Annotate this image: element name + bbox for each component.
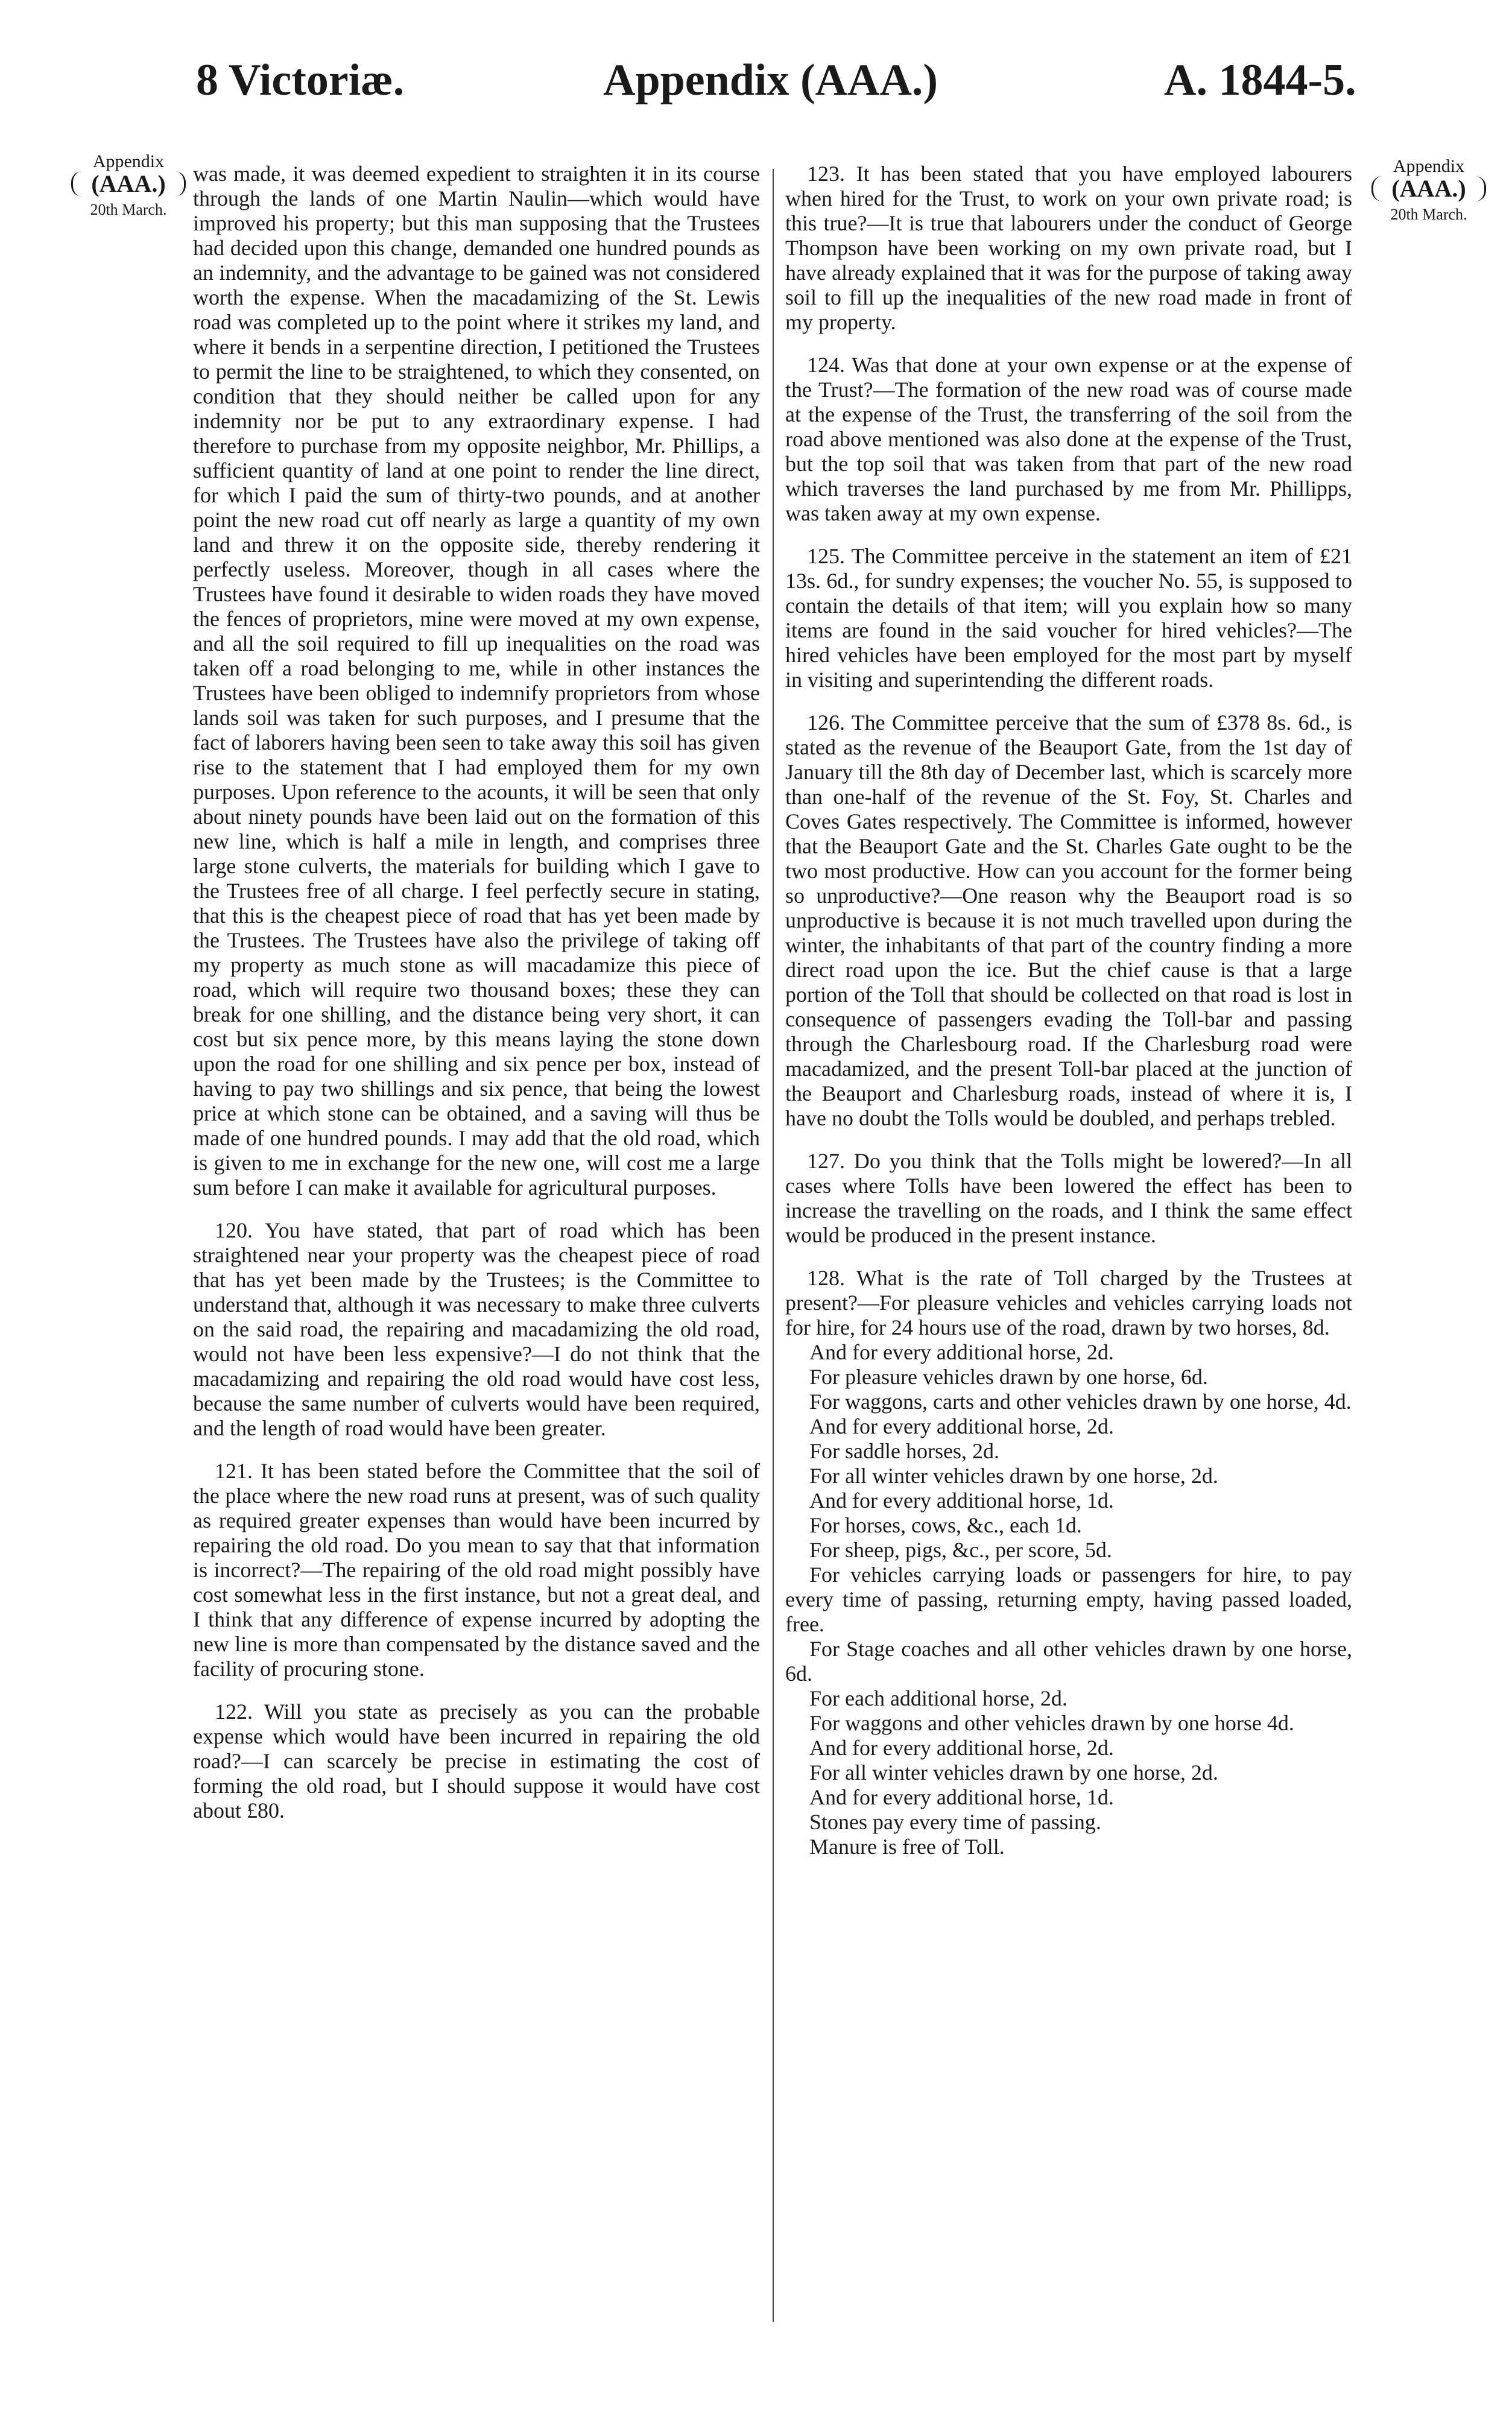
margin-appendix-label: Appendix (1393, 156, 1465, 176)
margin-appendix-code: (AAA.) (71, 171, 186, 197)
toll-rate-item: For pleasure vehicles drawn by one horse, 6d. (809, 1365, 1208, 1389)
toll-rate-item: And for every additional horse, 2d. (809, 1736, 1114, 1760)
toll-rate-item: For saddle horses, 2d. (809, 1439, 999, 1463)
question-123: 123. It has been stated that you have employed labourers when hired for the Trust, to work on your own private road; is this true?—It is true that labourers under the conduct of George Thompson have been working on my own private road, but I have already explained that it was for the purpose of taking away soil to fill up the inequalities of the new road made in front of my property. (785, 162, 1352, 334)
header-session: 8 Victoriæ. (196, 55, 405, 105)
testimony-paragraph: was made, it was deemed expedient to straighten it in its course through the lands of one Martin Naulin—which would have improved his property; but this man supposing that the Trustees had decided upon this change, demanded one hundred pounds as an indemnity, and the advantage to be gained was not considered worth the expense. When the macadamizing of the St. Lewis road was completed up to the point where it strikes my land, and where it bends in a serpentine direction, I petitioned the Trustees to permit the line to be straightened, to which they consented, on condition that they should neither be called upon for any indemnity nor be put to any extraordinary expense. I had therefore to purchase from my opposite neighbor, Mr. Phillips, a sufficient quantity of land at one point to render the line direct, for which I paid the sum of thirty-two pounds, and at another point the new road cut off nearly as large a quantity of my own land and threw it on the opposite side, thereby rendering it perfectly useless. Moreover, though in all cases where the Trustees have found it desirable to widen roads they have moved the fences of proprietors, mine were moved at my own expense, and all the soil required to fill up inequalities on the road was taken off a road belonging to me, while in other instances the Trustees have been obliged to indemnify proprietors from whose lands soil was taken for such purposes, and I presume that the fact of laborers having been seen to take away this soil has given rise to the statement that I had employed them for my own purposes. Upon reference to the acounts, it will be seen that only about ninety pounds have been laid out on the formation of this new line, which is half a mile in length, and comprises three large stone culverts, the materials for building which I gave to the Trustees free of all charge. I feel perfectly secure in stating, that this is the cheapest piece of road that has yet been made by the Trustees. The Trustees have also the privilege of taking off my property as much stone as will macadamize this piece of road, which will require two thousand boxes; these they can break for one shilling, and the distance being very short, it can cost but six pence more, by this means laying the stone down upon the road for one shilling and six pence per box, instead of having to pay two shillings and six pence, that being the lowest price at which stone can be obtained, and a saving will thus be made of one hundred pounds. I may add that the old road, which is given to me in exchange for the new one, will cost me a large sum before I can make it available for agricultural purposes. (193, 162, 760, 1200)
margin-date: 20th March. (1390, 205, 1467, 223)
margin-note-right (1371, 157, 1486, 223)
page-header (0, 55, 1512, 124)
question-125: 125. The Committee perceive in the statement an item of £21 13s. 6d., for sundry expenses; the voucher No. 55, is supposed to contain the details of that item; will you explain how so many items are found in the said voucher for hired vehicles?—The hired vehicles have been employed for the most part by myself in visiting and superintending the different roads. (785, 544, 1352, 692)
left-column (193, 162, 760, 1841)
toll-rate-item: For horses, cows, &c., each 1d. (809, 1513, 1082, 1537)
question-128: 128. What is the rate of Toll charged by the Trustees at present?—For pleasure vehicles and vehicles carrying loads not for hire, for 24 hours use of the road, drawn by two horses, 8d. (785, 1266, 1352, 1339)
toll-rate-item: For waggons, carts and other vehicles drawn by one horse, 4d. (809, 1390, 1352, 1414)
toll-rate-item: For all winter vehicles drawn by one horse, 2d. (809, 1464, 1218, 1488)
header-year: A. 1844-5. (1164, 55, 1356, 105)
margin-appendix-label: Appendix (92, 151, 165, 171)
toll-rate-item: For all winter vehicles drawn by one horse, 2d. (809, 1760, 1218, 1785)
toll-rate-list (785, 1340, 1352, 1859)
toll-rate-item: For sheep, pigs, &c., per score, 5d. (809, 1538, 1112, 1562)
toll-rate-item: For each additional horse, 2d. (809, 1686, 1068, 1710)
header-title: Appendix (AAA.) (603, 55, 938, 105)
toll-rate-item: Stones pay every time of passing. (809, 1810, 1101, 1834)
toll-rate-item: Manure is free of Toll. (809, 1835, 1005, 1859)
right-column (785, 162, 1352, 1859)
toll-rate-item: And for every additional horse, 2d. (809, 1414, 1114, 1438)
question-121: 121. It has been stated before the Committee that the soil of the place where the new road runs at present, was of such quality as required greater expenses than would have been incurred by repairing the old road. Do you mean to say that that information is incorrect?—The repairing of the old road might possibly have cost somewhat less in the first instance, but not a great deal, and I think that any difference of expense incurred by adopting the new line is more than compensated by the distance saved and the facility of procuring stone. (193, 1459, 760, 1681)
question-120: 120. You have stated, that part of road which has been straightened near your property was the cheapest piece of road that has yet been made by the Trustees; is the Committee to understand that, although it was necessary to make three culverts on the said road, the repairing and macadamizing the old road, would not have been less expensive?—I do not think that the macadamizing and repairing the old road would have cost less, because the same number of culverts would have been required, and the length of road would have been greater. (193, 1218, 760, 1440)
margin-date: 20th March. (90, 200, 167, 218)
margin-note-left (71, 152, 186, 218)
toll-rate-item: And for every additional horse, 1d. (809, 1785, 1114, 1809)
margin-appendix-code: (AAA.) (1371, 176, 1486, 201)
toll-rate-item: For vehicles carrying loads or passengers for hire, to pay every time of passing, returning empty, having passed loaded, free. (785, 1563, 1352, 1636)
toll-rate-item: For Stage coaches and all other vehicles drawn by one horse, 6d. (785, 1637, 1352, 1686)
toll-rate-item: And for every additional horse, 2d. (809, 1340, 1114, 1364)
question-124: 124. Was that done at your own expense or at the expense of the Trust?—The formation of the new road was of course made at the expense of the Trust, the transferring of the soil from the road above mentioned was also done at the expense of the Trust, but the top soil that was taken from that part of the new road which traverses the land purchased by me from Mr. Phillipps, was taken away at my own expense. (785, 353, 1352, 525)
question-126: 126. The Committee perceive that the sum of £378 8s. 6d., is stated as the revenue of the Beauport Gate, from the 1st day of January till the 8th day of December last, which is scarcely more than one-half of the revenue of the St. Foy, St. Charles and Coves Gates respectively. The Committee is informed, however that the Beauport Gate and the St. Charles Gate ought to be the two most productive. How can you account for the former being so unproductive?—One reason why the Beauport road is so unproductive is because it is not much travelled upon during the winter, the inhabitants of that part of the country finding a more direct road upon the ice. But the chief cause is that a large portion of the Toll that should be collected on that road is lost in consequence of passengers evading the Toll-bar and passing through the Charlesbourg road. If the Charlesburg road were macadamized, and the present Toll-bar placed at the junction of the Beauport and Charlesburg roads, instead of where it is, I have no doubt the Tolls would be doubled, and perhaps trebled. (785, 710, 1352, 1130)
question-127: 127. Do you think that the Tolls might be lowered?—In all cases where Tolls have been lowered the effect has been to increase the travelling on the roads, and I think the same effect would be produced in the present instance. (785, 1149, 1352, 1247)
question-122: 122. Will you state as precisely as you can the probable expense which would have been incurred in repairing the old road?—I can scarcely be precise in estimating the cost of forming the old road, but I should suppose it would have cost about £80. (193, 1700, 760, 1823)
toll-rate-item: For waggons and other vehicles drawn by one horse 4d. (809, 1711, 1294, 1735)
column-divider (773, 169, 774, 2322)
toll-rate-item: And for every additional horse, 1d. (809, 1488, 1114, 1513)
